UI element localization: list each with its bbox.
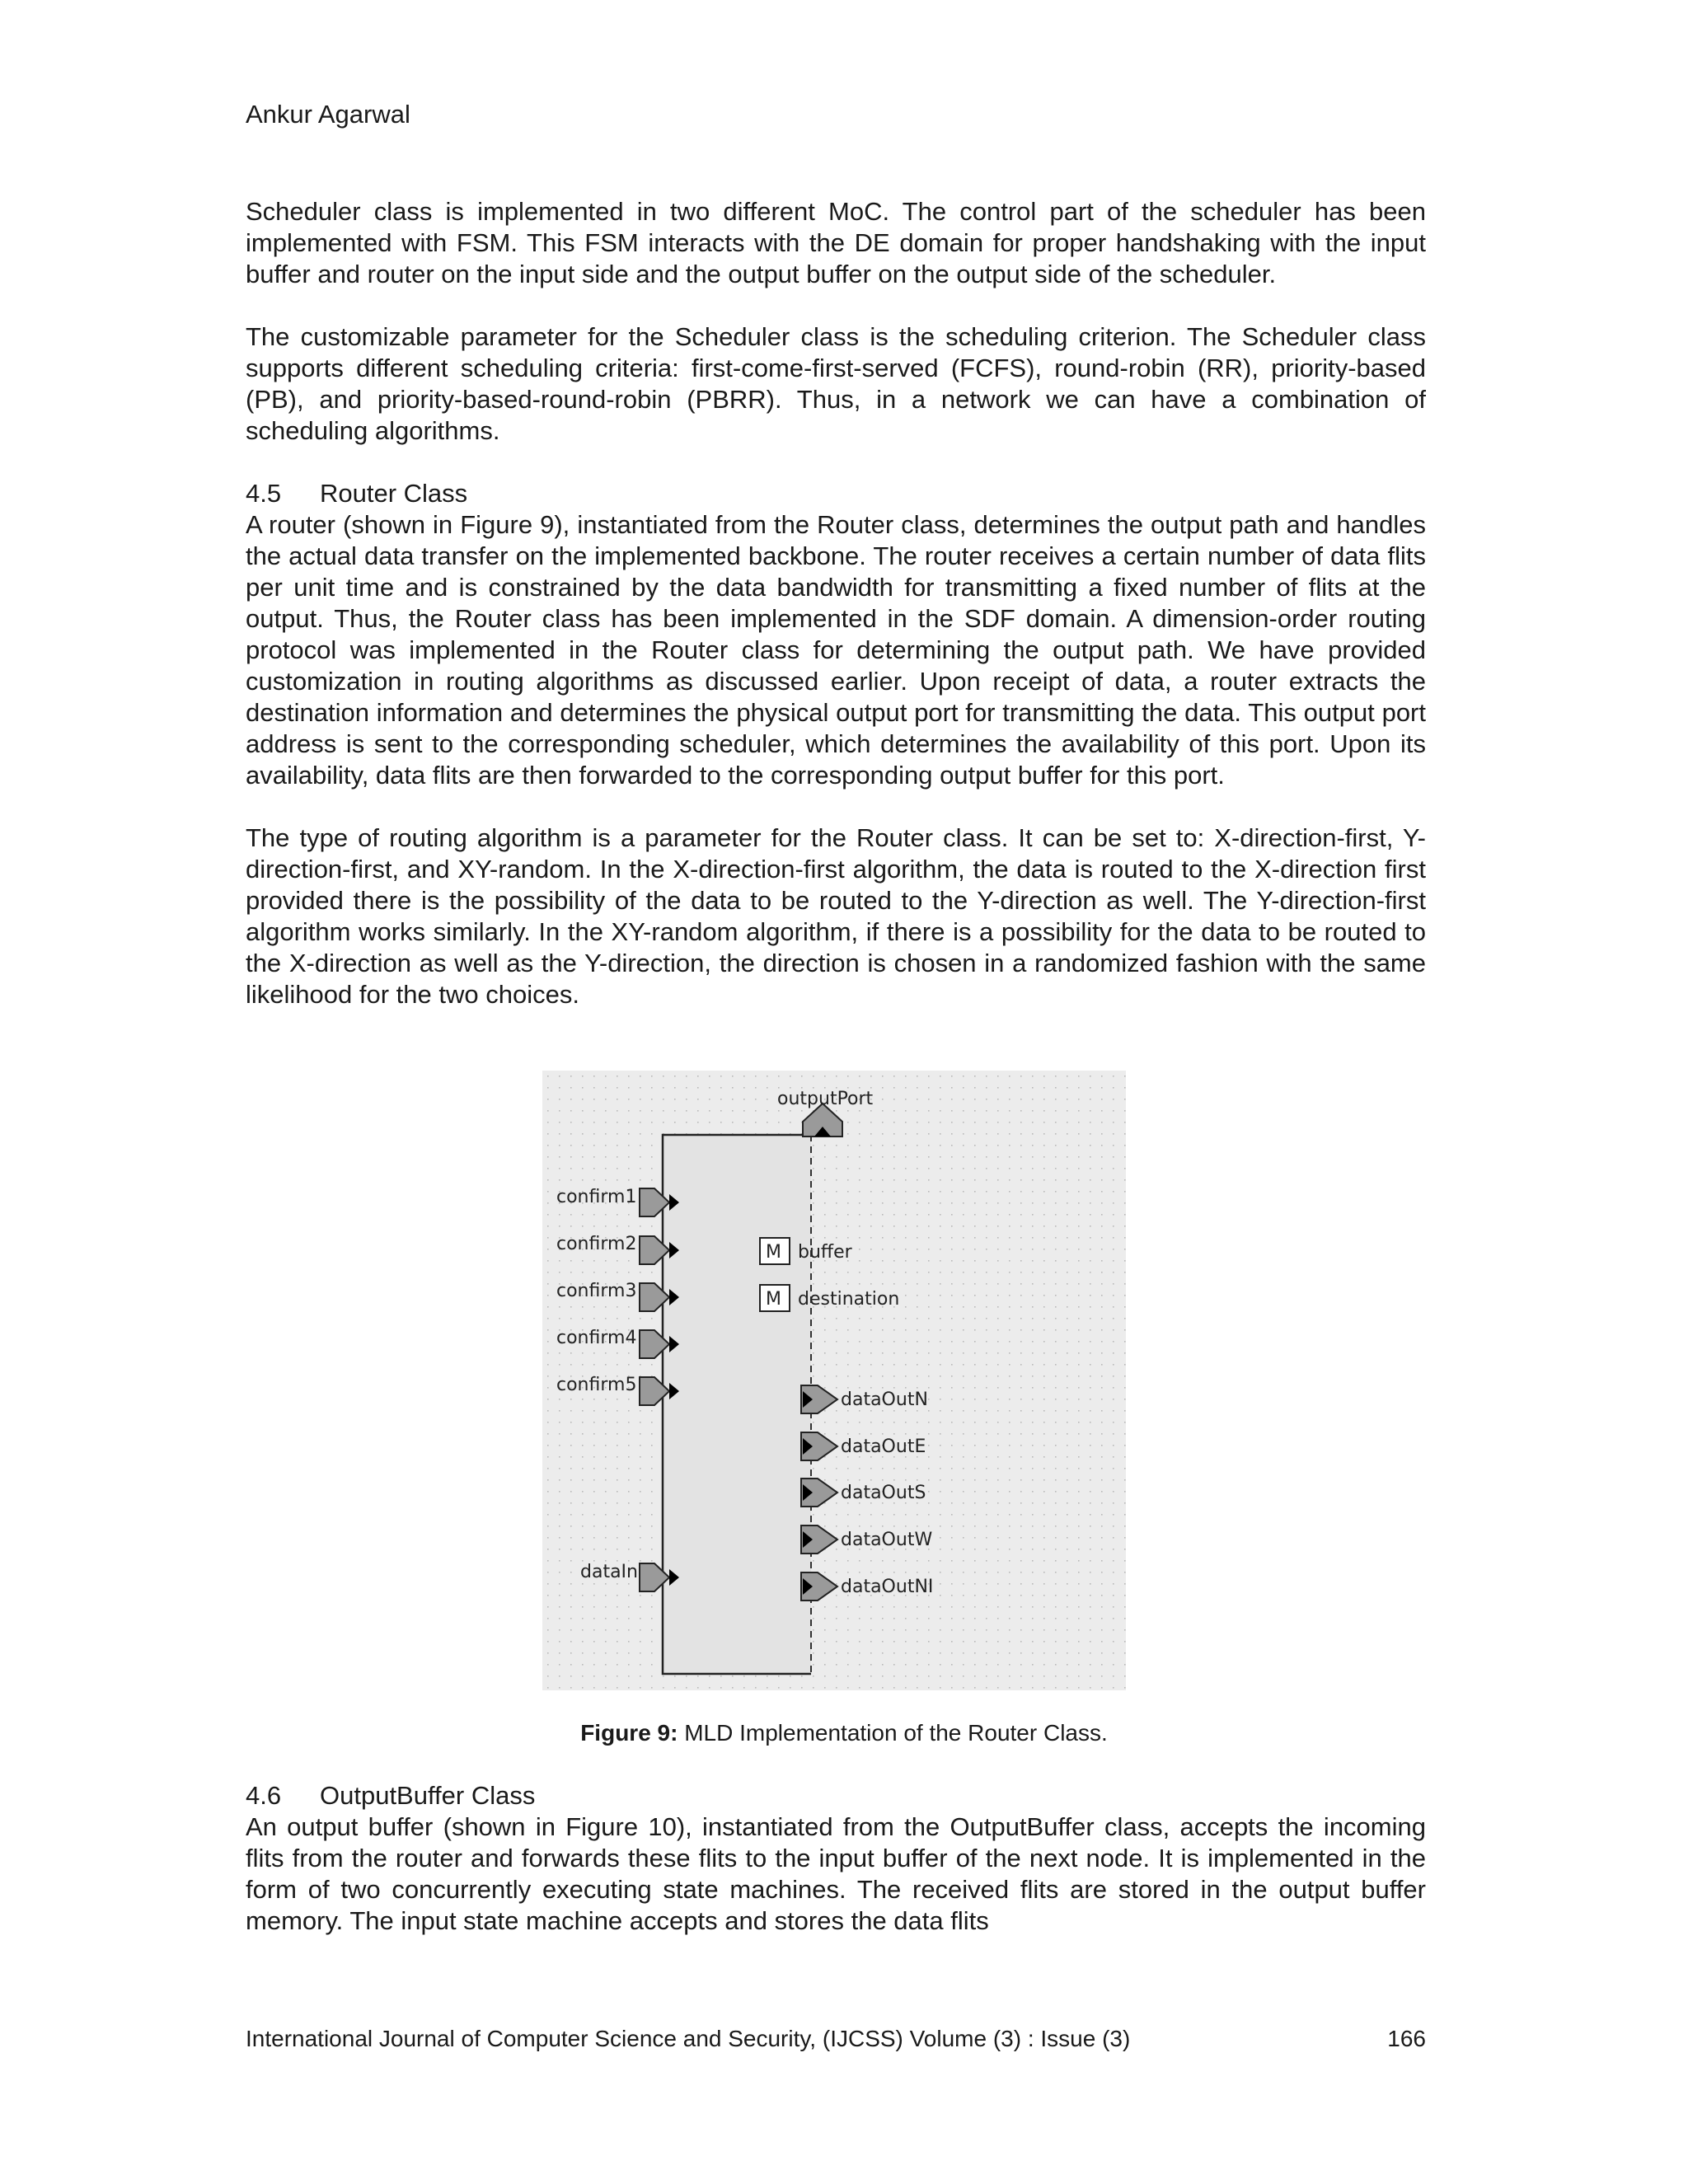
section-4-6-paragraph-1: An output buffer (shown in Figure 10), instantiated from the OutputBuffer class, accepts the incoming flits from the router and forwards these flits to the input buffer of the next node. It is implemented in the form of two concurrently executing state machines. The received flits are stored in the output buffer memory. The input state machine accepts and stores the data flits — [246, 1812, 1426, 1935]
parameter-buffer-label: buffer — [798, 1242, 852, 1263]
dataoutw-label: dataOutW — [841, 1530, 933, 1550]
datain-label: dataIn — [580, 1562, 638, 1582]
parameter-buffer-marker: M — [766, 1242, 781, 1263]
section-4-6-number: 4.6 — [246, 1781, 282, 1810]
parameter-buffer[interactable] — [760, 1238, 853, 1264]
confirm1-label: confirm1 — [556, 1187, 637, 1207]
page-header-author: Ankur Agarwal — [246, 100, 410, 129]
intro-paragraph-2: The customizable parameter for the Scheduler class is the scheduling criterion. The Scheduler class supports different scheduling criteria: first-come-first-served (FCFS), round-robin (RR), priority-based (PB), and priority-based-round-robin (PBRR). Thus, in a network we can have a combination of scheduling algorithms. — [246, 322, 1426, 445]
confirm5-label: confirm5 — [556, 1375, 637, 1395]
confirm4-label: confirm4 — [556, 1328, 637, 1348]
section-4-5-number: 4.5 — [246, 479, 282, 508]
parameter-destination-marker: M — [766, 1289, 781, 1310]
dataoutni-label: dataOutNI — [841, 1577, 934, 1597]
section-4-5-paragraph-1: A router (shown in Figure 9), instantiated from the Router class, determines the output path and handles the actual data transfer on the implemented backbone. The router receives a certain number of data flits per unit time and is constrained by the data bandwidth for transmitting a fixed number of flits at the output. Thus, the Router class has been implemented in the SDF domain. A dimension-order routing protocol was implemented in the Router class for determining the output path. We have provided customization in routing algorithms as discussed earlier. Upon receipt of data, a router extracts the destination information and determines the physical output port for transmitting the data. This output port address is sent to the corresponding scheduler, which determines the availability of this port. Upon its availability, data flits are then forwarded to the corresponding output buffer for this port. — [246, 510, 1426, 790]
router-body — [663, 1135, 811, 1674]
dataoutn-label: dataOutN — [841, 1390, 928, 1410]
footer-page-number: 166 — [1387, 2026, 1426, 2051]
figure-9-caption-label: Figure 9: — [580, 1720, 678, 1746]
dataoute-label: dataOutE — [841, 1436, 926, 1457]
parameter-destination[interactable] — [760, 1285, 899, 1311]
confirm2-label: confirm2 — [556, 1234, 637, 1254]
section-4-5 — [246, 478, 1426, 1010]
footer-journal: International Journal of Computer Science and Security, (IJCSS) Volume (3) : Issue (3) — [246, 2026, 1131, 2051]
section-4-6-title: OutputBuffer Class — [320, 1781, 536, 1810]
section-4-6 — [246, 1780, 1426, 1937]
section-4-6-heading — [246, 1780, 1426, 1811]
figure-9-caption-text: MLD Implementation of the Router Class. — [678, 1720, 1108, 1746]
output-port-label: outputPort — [777, 1089, 874, 1109]
confirm3-label: confirm3 — [556, 1281, 637, 1301]
dataouts-label: dataOutS — [841, 1483, 926, 1503]
section-4-5-heading — [246, 478, 1426, 509]
intro-paragraph-1: Scheduler class is implemented in two different MoC. The control part of the scheduler has been implemented with FSM. This FSM interacts with the DE domain for proper handshaking with the input buffer and router on the input side and the output buffer on the output side of the scheduler. — [246, 197, 1426, 288]
figure-9-caption — [0, 1718, 1688, 1748]
section-4-5-paragraph-2: The type of routing algorithm is a parameter for the Router class. It can be set to: X-direction-first, Y-direction-first, and XY-random. In the X-direction-first algorithm, the data is routed to the X-direction first provided there is the possibility of the data to be routed to the Y-direction as well. The Y-direction-first algorithm works similarly. In the XY-random algorithm, if there is a possibility for the data to be routed to the X-direction as well as the Y-direction, the direction is chosen in a randomized fashion with the same likelihood for the two choices. — [246, 823, 1426, 1009]
page-footer — [246, 2024, 1426, 2054]
parameter-destination-label: destination — [798, 1289, 900, 1310]
intro-section — [246, 196, 1426, 447]
section-4-5-title: Router Class — [320, 479, 468, 508]
router-mld-figure — [542, 1071, 1126, 1690]
